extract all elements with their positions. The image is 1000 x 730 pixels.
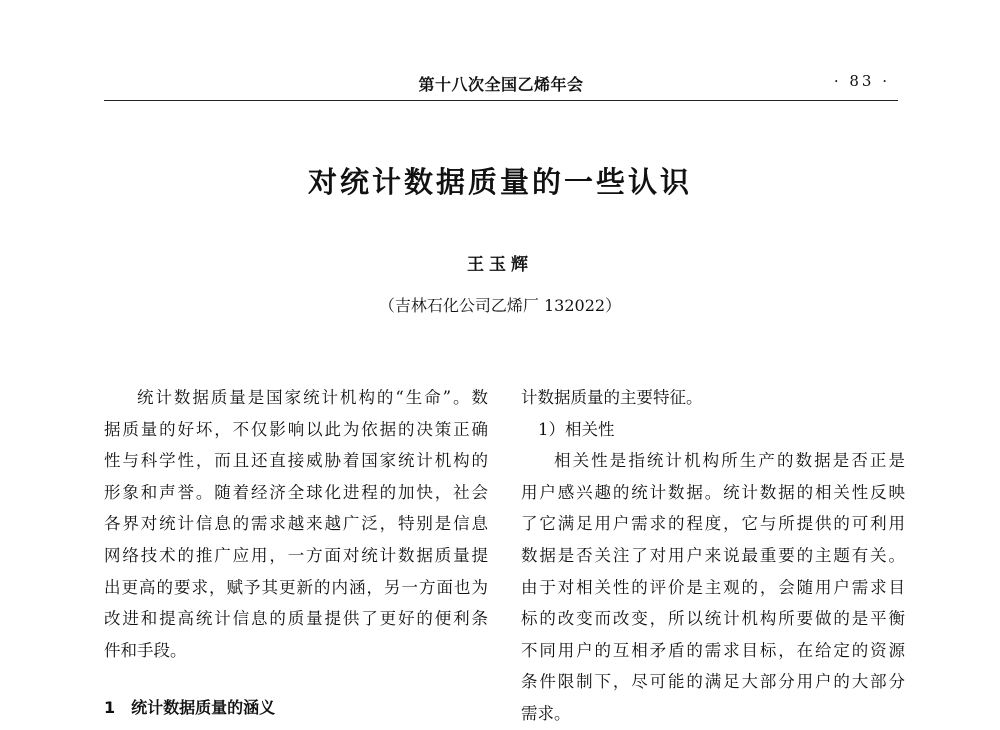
body-line: 了它满足用户需求的程度，它与所提供的可利用 [521, 514, 905, 534]
body-line: 标的改变而改变，所以统计机构所要做的是平衡 [521, 609, 905, 629]
body-line: 统计数据质量是国家统计机构的“生命”。数 [137, 388, 488, 407]
body-line: 据质量的好坏，不仅影响以此为依据的决策正确 [104, 419, 488, 439]
body-line: 性与科学性，而且还直接威胁着国家统计机构的 [104, 451, 488, 471]
running-header [104, 72, 898, 98]
running-title: 第十八次全国乙烯年会 [418, 75, 584, 94]
paper-title: 对统计数据质量的一些认识 [307, 165, 692, 199]
body-line: 件和手段。 [104, 640, 187, 660]
subsection-heading: 1）相关性 [538, 419, 615, 439]
body-line: 各界对统计信息的需求越来越广泛，特别是信息 [104, 514, 488, 534]
left-column [104, 382, 488, 724]
body-line: 用户感兴趣的统计数据。统计数据的相关性反映 [521, 482, 905, 502]
section-heading: 1 统计数据质量的涵义 [104, 698, 276, 718]
body-line: 条件限制下，尽可能的满足大部分用户的大部分 [521, 672, 905, 692]
body-line: 形象和声誉。随着经济全球化进程的加快，社会 [104, 482, 488, 502]
body-line: 出更高的要求，赋予其更新的内涵，另一方面也为 [104, 577, 488, 597]
body-line: 数据是否关注了对用户来说最重要的主题有关。 [521, 545, 905, 565]
author-name: 王玉辉 [467, 255, 533, 275]
author-affiliation: （吉林石化公司乙烯厂 132022） [378, 296, 622, 315]
header-rule [104, 100, 898, 101]
body-line: 需求。 [521, 703, 571, 723]
body-line: 相关性是指统计机构所生产的数据是否正是 [554, 451, 905, 471]
body-line: 网络技术的推广应用，一方面对统计数据质量提 [104, 545, 488, 565]
right-column [521, 382, 905, 730]
body-line: 不同用户的互相矛盾的需求目标，在给定的资源 [521, 640, 905, 660]
body-line: 由于对相关性的评价是主观的，会随用户需求目 [521, 577, 905, 597]
body-line: 改进和提高统计信息的质量提供了更好的便利条 [104, 609, 488, 629]
body-line: 计数据质量的主要特征。 [521, 388, 703, 407]
page-number: · 83 · [833, 72, 890, 90]
